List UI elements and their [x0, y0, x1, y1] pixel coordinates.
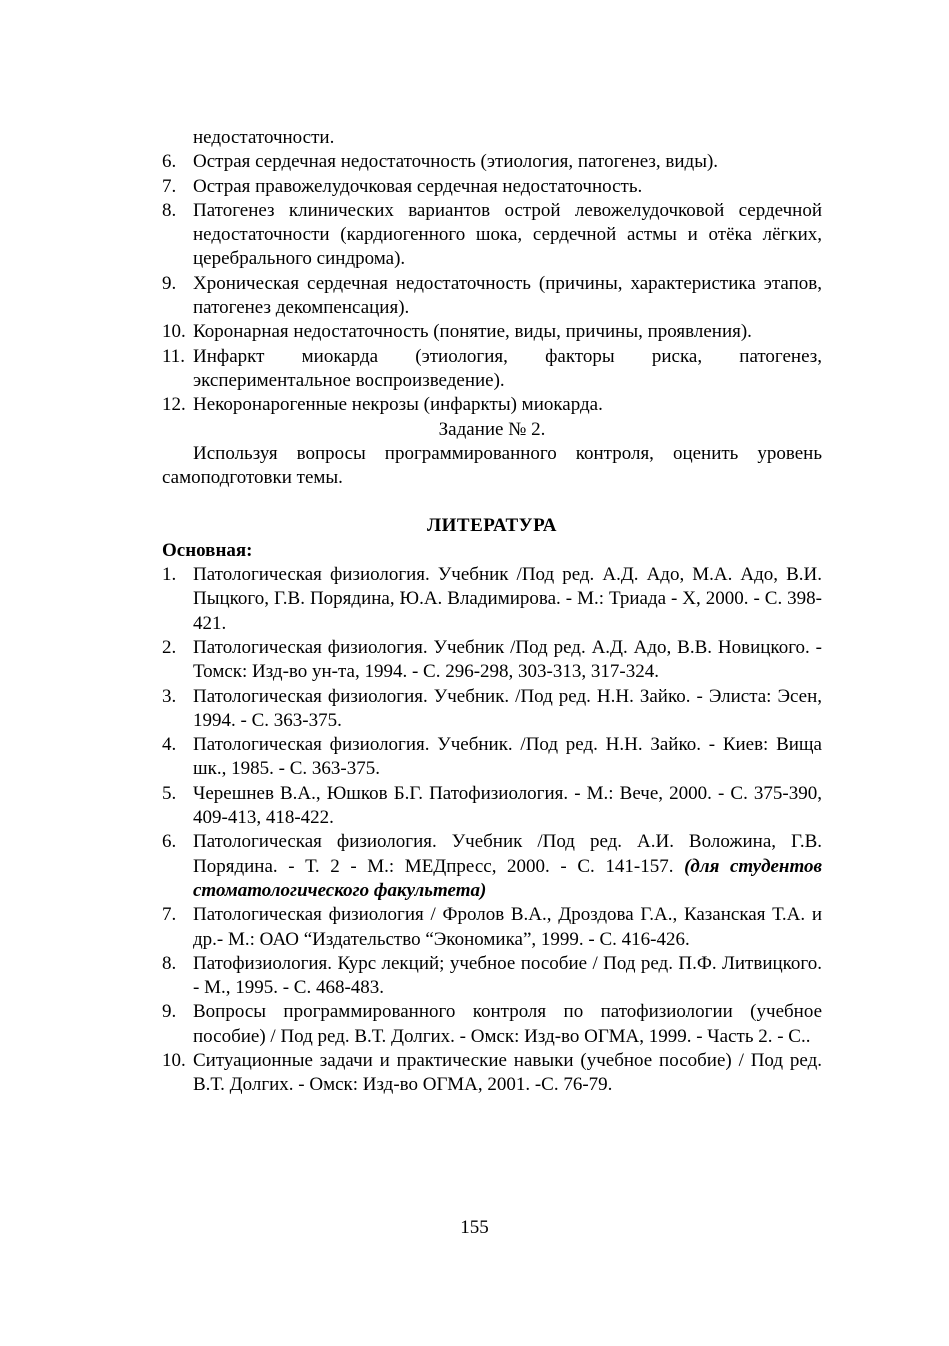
reference-emphasis: (для студентов стоматологического факультета)	[193, 855, 822, 901]
item-text: Острая сердечная недостаточность (этиология, патогенез, виды).	[193, 151, 719, 173]
reference-item	[162, 636, 822, 685]
list-item	[162, 320, 822, 344]
task-text: Используя вопросы программированного контроля, оценить уровень самоподготовки темы.	[162, 442, 822, 489]
reference-item	[162, 1049, 822, 1098]
reference-item	[162, 685, 822, 734]
reference-text: Патофизиология. Курс лекций; учебное пособие / Под ред. П.Ф. Литвицкого. - М., 1995. - С. 468-483.	[193, 952, 822, 999]
item-number: 9.	[162, 1001, 177, 1023]
item-text: Коронарная недостаточность (понятие, виды, причины, проявления).	[193, 321, 752, 343]
item-text: Патогенез клинических вариантов острой левожелудочковой сердечной недостаточности (кардиогенного шока, сердечной астмы и отёка лёгких, церебрального синдрома).	[193, 199, 822, 270]
reference-text: Патологическая физиология. Учебник. /Под ред. Н.Н. Зайко. - Элиста: Эсен, 1994. - С. 363-375.	[193, 685, 822, 731]
item-number: 10.	[162, 321, 186, 343]
item-number: 12.	[162, 394, 186, 416]
item-number: 5.	[162, 782, 177, 804]
item-number: 6.	[162, 151, 177, 173]
item-number: 7.	[162, 904, 177, 926]
reference-text: Патологическая физиология. Учебник /Под ред. А.И. Воложина, Г.В. Порядина. - Т. 2 - М.: МЕДпресс, 2000. - С. 141-157.	[193, 831, 822, 877]
reference-text: Ситуационные задачи и практические навыки (учебное пособие) / Под ред. В.Т. Долгих. - Омск: Изд-во ОГМА, 2001. -С. 76-79.	[193, 1049, 822, 1096]
reference-text: Патологическая физиология / Фролов В.А., Дроздова Г.А., Казанская Т.А. и др.- М.: ОАО “Издательство “Экономика”, 1999. - С. 416-426.	[193, 904, 822, 950]
literature-subtitle: Основная:	[162, 539, 253, 561]
list-item	[162, 199, 822, 272]
continuation-text: недостаточности.	[193, 127, 335, 148]
reference-text: Патологическая физиология. Учебник /Под ред. А.Д. Адо, М.А. Адо, В.И. Пыцкого, Г.В. Порядина, Ю.А. Владимирова. - М.: Триада - Х, 2000. - С. 398-421.	[193, 564, 822, 634]
item-number: 2.	[162, 636, 177, 658]
page-number: 155	[460, 1217, 489, 1238]
item-text: Инфаркт миокарда (этиология, факторы риска, патогенез, экспериментальное воспроизведение).	[193, 345, 822, 391]
reference-item	[162, 733, 822, 782]
reference-item	[162, 563, 822, 636]
reference-item	[162, 1000, 822, 1049]
reference-text: Патологическая физиология. Учебник. /Под ред. Н.Н. Зайко. - Киев: Вища шк., 1985. - С. 363-375.	[193, 734, 822, 780]
reference-text: Патологическая физиология. Учебник /Под ред. А.Д. Адо, В.В. Новицкого. - Томск: Изд-во ун-та, 1994. - С. 296-298, 303-313, 317-324.	[193, 636, 822, 683]
list-item	[162, 150, 822, 174]
questions-list	[162, 150, 822, 417]
literature-title: ЛИТЕРАТУРА	[426, 515, 558, 537]
task-title: Задание № 2.	[438, 418, 546, 440]
item-text: Острая правожелудочковая сердечная недостаточность.	[193, 175, 643, 197]
list-item	[162, 272, 822, 321]
item-number: 4.	[162, 734, 177, 756]
list-item	[162, 393, 822, 417]
item-number: 10.	[162, 1049, 186, 1071]
reference-text-container	[193, 830, 822, 903]
item-number: 1.	[162, 564, 177, 586]
reference-item	[162, 903, 822, 952]
item-number: 3.	[162, 685, 177, 707]
item-number: 8.	[162, 952, 177, 974]
item-number: 7.	[162, 175, 177, 197]
reference-item	[162, 952, 822, 1001]
list-item	[162, 175, 822, 199]
page-content	[162, 126, 822, 1098]
item-number: 6.	[162, 831, 177, 853]
reference-text: Черешнев В.А., Юшков Б.Г. Патофизиология. - М.: Вече, 2000. - С. 375-390, 409-413, 418-422.	[193, 782, 822, 829]
reference-item	[162, 782, 822, 831]
item-text: Хроническая сердечная недостаточность (причины, характеристика этапов, патогенез декомпенсация).	[193, 272, 822, 319]
item-number: 9.	[162, 272, 177, 294]
item-text: Некоронарогенные некрозы (инфаркты) миокарда.	[193, 394, 603, 416]
list-item	[162, 345, 822, 394]
item-number: 8.	[162, 199, 177, 221]
reference-item	[162, 830, 822, 903]
literature-list	[162, 563, 822, 1098]
item-number: 11.	[162, 345, 186, 367]
reference-text: Вопросы программированного контроля по патофизиологии (учебное пособие) / Под ред. В.Т. Долгих. - Омск: Изд-во ОГМА, 1999. - Часть 2. - С..	[193, 1001, 822, 1047]
